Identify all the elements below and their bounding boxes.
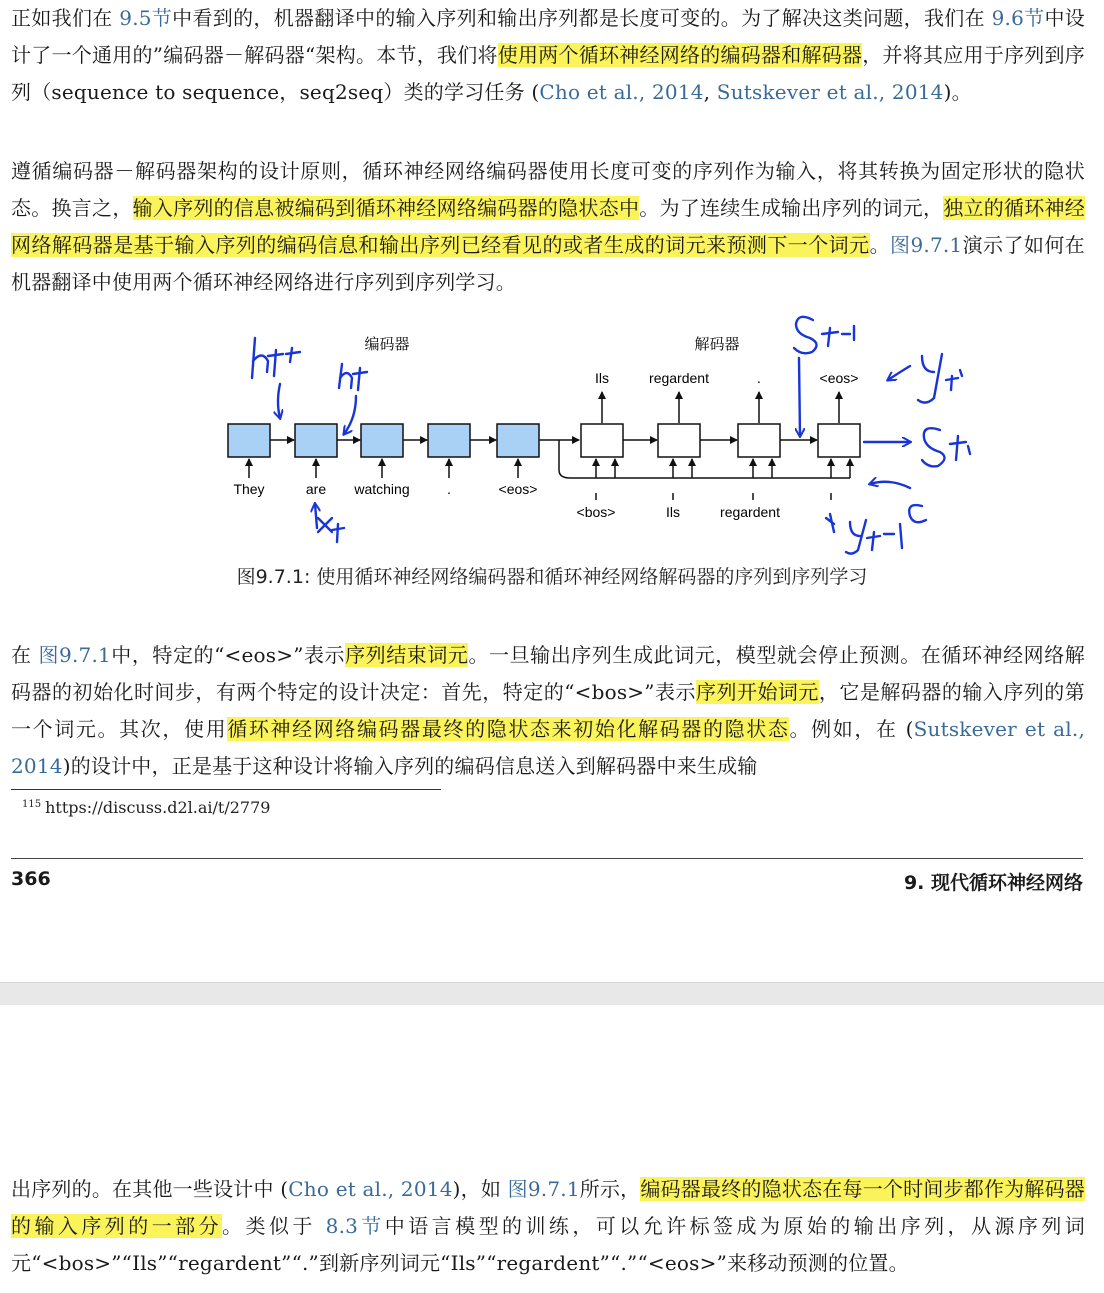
text: ，并将其应用于序列到序列（sequence to sequence，seq2seq）类的学习任务 ( xyxy=(11,43,1085,104)
page-367 xyxy=(0,1005,1104,1293)
paragraph-continuation xyxy=(11,1171,1085,1282)
figure-link[interactable]: 图9.7.1 xyxy=(507,1177,580,1201)
figure-link[interactable]: 图9.7.1 xyxy=(38,643,111,667)
arrow-stroke xyxy=(888,366,910,380)
c-stroke xyxy=(909,505,926,522)
decoder-cell xyxy=(658,424,700,457)
footnote-url[interactable]: https://discuss.d2l.ai/t/2779 xyxy=(45,798,271,817)
citation-link[interactable]: Cho et al., 2014 xyxy=(539,80,704,104)
decoder-output-token: regardent xyxy=(649,370,709,386)
section-link[interactable]: 9.6节 xyxy=(991,6,1045,30)
text: 出序列的。在其他一些设计中 ( xyxy=(11,1177,289,1201)
text: )，如 xyxy=(452,1177,508,1201)
highlight: 使用两个循环神经网络的编码器和解码器 xyxy=(497,43,863,67)
t-stroke xyxy=(353,368,367,390)
text: 在 xyxy=(11,643,39,667)
y-stroke xyxy=(918,354,942,403)
encoder-cell xyxy=(228,424,270,457)
footnote-number: 115 xyxy=(22,798,42,810)
sub-stroke xyxy=(946,370,962,390)
text: )的设计中，正是基于这种设计将输入序列的编码信息送入到解码器中来生成输 xyxy=(62,754,758,778)
text: ，它是解码器的输入序列的第一个词元。其次，使用 xyxy=(11,680,1085,741)
h-stroke xyxy=(339,364,352,388)
citation-link[interactable]: Sutskever et al., 2014 xyxy=(11,717,1085,778)
page-number: 366 xyxy=(11,868,51,890)
encoder-cell xyxy=(497,424,539,457)
highlight: 输入序列的信息被编码到循环神经网络编码器的隐状态中 xyxy=(132,196,640,220)
seq2seq-figure xyxy=(210,306,990,556)
highlight: 序列结束词元 xyxy=(345,643,469,667)
s-stroke xyxy=(922,428,945,466)
y-stroke xyxy=(846,520,866,554)
sub-stroke xyxy=(822,326,854,346)
encoder-input-token: watching xyxy=(354,481,410,497)
footer-divider xyxy=(11,858,1083,859)
encoder-input-token: They xyxy=(233,481,265,497)
arrow-stroke xyxy=(799,358,800,436)
citation-link[interactable]: Cho et al., 2014 xyxy=(288,1177,453,1201)
paragraph-intro xyxy=(11,0,1085,111)
decoder-output-token: . xyxy=(757,370,761,386)
text: )。 xyxy=(943,80,972,104)
chapter-title: 9. 现代循环神经网络 xyxy=(903,872,1083,894)
text: 中语言模型的训练，可以允许标签成为原始的输出序列，从源序列词元“<bos>”“Ils”“regardent”“.”到新序列词元“Ils”“regardent”“.”“<eos>”来移动预测的位置。 xyxy=(11,1214,1085,1275)
page-separator xyxy=(0,982,1104,1006)
footnote-divider xyxy=(11,789,441,790)
text: 中，特定的“<eos>”表示 xyxy=(110,643,346,667)
sub-stroke xyxy=(286,348,300,362)
section-link[interactable]: 8.3节 xyxy=(325,1214,385,1238)
handwritten-labels: ht-1htxtSt'-1yt'St'Cyt'-1 xyxy=(210,306,222,307)
decoder-input-token: regardent xyxy=(720,504,780,520)
decoder-output-token: <eos> xyxy=(819,370,859,386)
x-stroke xyxy=(318,518,344,542)
sub-stroke xyxy=(867,524,902,550)
section-link[interactable]: 9.5节 xyxy=(119,6,173,30)
text: 正如我们在 xyxy=(11,6,120,30)
decoder-cell xyxy=(818,424,860,457)
text: 中设计了一个通用的”编码器－解码器“架构。本节，我们将 xyxy=(11,6,1086,67)
decoder-output-token: Ils xyxy=(595,370,609,386)
decoder-cell xyxy=(581,424,623,457)
text: 。为了连续生成输出序列的词元， xyxy=(639,196,944,220)
paragraph-eos-bos xyxy=(11,637,1085,785)
footnote xyxy=(22,798,270,817)
encoder-input-token: <eos> xyxy=(498,481,538,497)
highlight: 序列开始词元 xyxy=(695,680,819,704)
text: 中看到的，机器翻译中的输入序列和输出序列都是长度可变的。为了解决这类问题，我们在 xyxy=(172,6,992,30)
figure-caption: 图9.7.1: 使用循环神经网络编码器和循环神经网络解码器的序列到序列学习 xyxy=(236,566,868,588)
encoder-cell xyxy=(428,424,470,457)
decoder-cell xyxy=(738,424,780,457)
decoder-title: 解码器 xyxy=(694,336,740,353)
h-stroke xyxy=(252,338,268,378)
encoder-input-token: . xyxy=(447,481,451,497)
sub-stroke xyxy=(950,436,970,460)
citation-link[interactable]: Sutskever et al., 2014 xyxy=(716,80,944,104)
text: 所示， xyxy=(579,1177,641,1201)
highlight: 循环神经网络编码器最终的隐状态来初始化解码器的隐状态 xyxy=(227,717,790,741)
arrow-stroke xyxy=(315,504,317,528)
text: 。 xyxy=(869,233,891,257)
arrow-stroke xyxy=(344,396,356,434)
encoder-title: 编码器 xyxy=(364,336,410,353)
decoder-input-token: . xyxy=(829,504,833,520)
text: , xyxy=(703,80,717,104)
paragraph-encoder-decoder xyxy=(11,153,1085,301)
encoder-input-token: are xyxy=(305,481,327,497)
encoder-cell xyxy=(361,424,403,457)
encoder-cell xyxy=(295,424,337,457)
text: 演示了如何在机器翻译中使用两个循环神经网络进行序列到序列学习。 xyxy=(11,233,1086,294)
figure-link[interactable]: 图9.7.1 xyxy=(890,233,963,257)
text: 。类似于 xyxy=(222,1214,326,1238)
text: 。一旦输出序列生成此词元，模型就会停止预测。在循环神经网络解码器的初始化时间步，有两个特定的设计决定：首先，特定的“<bos>”表示 xyxy=(11,643,1085,704)
t-stroke xyxy=(268,350,283,376)
arrow-stroke xyxy=(278,384,280,418)
arrow-stroke xyxy=(870,482,910,488)
decoder-input-token: <bos> xyxy=(576,504,616,520)
decoder-input-token: Ils xyxy=(666,504,680,520)
highlight: 独立的循环神经网络解码器是基于输入序列的编码信息和输出序列已经看见的或者生成的词元来预测下一个词元 xyxy=(11,196,1086,257)
s-stroke xyxy=(794,317,817,354)
highlight: 编码器最终的隐状态在每一个时间步都作为解码器的输入序列的一部分 xyxy=(11,1177,1085,1238)
text: 遵循编码器－解码器架构的设计原则，循环神经网络编码器使用长度可变的序列作为输入，将其转换为固定形状的隐状态。换言之， xyxy=(11,159,1085,220)
text: 。例如，在 ( xyxy=(789,717,914,741)
